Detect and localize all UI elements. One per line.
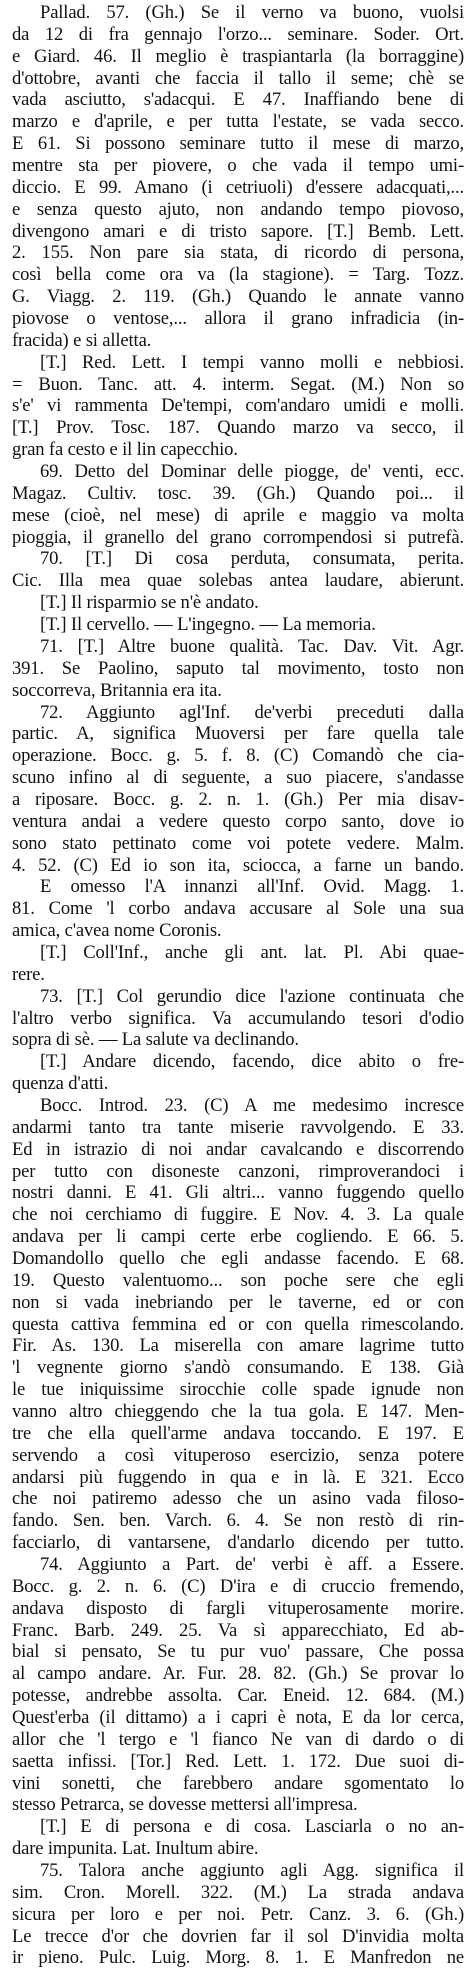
text-line: 2. 155. Non pare sia stata, di ricordo di persona,	[12, 242, 464, 264]
text-line: nostri danni. E 41. Gli altri... vanno fuggendo quello	[12, 1182, 464, 1204]
text-line: servendo a così vituperoso esercizio, senza potere	[12, 1444, 464, 1466]
text-line: per tutto con disoneste canzoni, rimproverandoci i	[12, 1160, 464, 1182]
text-line: 391. Se Paolino, saputo tal movimento, tosto non	[12, 657, 464, 679]
text-line: ir pieno. Pulc. Luig. Morg. 8. 1. E Manfredon ne	[12, 1947, 464, 1969]
text-line: Bocc. Introd. 23. (C) A me medesimo incresce	[40, 1094, 464, 1116]
text-line: potesse, andrebbe assolta. Car. Eneid. 12. 684. (M.)	[12, 1685, 464, 1707]
text-line: d'ottobre, avanti che faccia il tallo il seme; chè se	[12, 67, 464, 89]
text-line: Bocc. g. 2. n. 6. (C) D'ira e di cruccio fremendo,	[12, 1575, 464, 1597]
text-line: Franc. Barb. 249. 25. Va sì apparecchiato, Ed ab-	[12, 1619, 464, 1641]
text-line: fracida) e si alletta.	[12, 329, 152, 351]
text-line: andava disposto di fargli vituperosamente morire.	[12, 1597, 464, 1619]
text-line: gran fa cesto e il lin capecchio.	[12, 439, 238, 461]
text-line: 75. Talora anche aggiunto agli Agg. significa il	[40, 1860, 464, 1882]
text-line: le tue iniquissime sirocchie colle spade ignude non	[12, 1379, 464, 1401]
text-line: fando. Sen. ben. Varch. 6. 4. Se non restò di rin-	[12, 1510, 464, 1532]
text-line: Le trecce d'or che dovrien far il sol D'invidia molta	[12, 1925, 464, 1947]
text-line: 4. 52. (C) Ed io son ita, sciocca, a farne un bando.	[12, 854, 464, 876]
text-line: così bella come ora va (la stagione). = Targ. Tozz.	[12, 264, 464, 286]
text-line: saetta infissi. [Tor.] Red. Lett. 1. 172. Due suoi di-	[12, 1750, 464, 1772]
text-line: [T.] Red. Lett. I tempi vanno molli e nebbiosi.	[40, 351, 464, 373]
text-line: a riposare. Bocc. g. 2. n. 1. (Gh.) Per mia disav-	[12, 788, 464, 810]
text-line: scuno infino al di seguente, a suo piacere, s'andasse	[12, 767, 464, 789]
text-line: Quest'erba (il dittamo) a i capri è nota, E da lor cerca,	[12, 1707, 464, 1729]
text-line: Ed in istrazio di noi andar cavalcando e discorrendo	[12, 1138, 464, 1160]
text-line: dare impunita. Lat. Inultum abire.	[12, 1838, 259, 1860]
text-line: l'altro verbo significa. Va accumulando tesori d'odio	[12, 1007, 464, 1029]
text-line: Cic. Illa mea quae solebas antea laudare, abierunt.	[12, 570, 464, 592]
text-line: sicura per loro e per noi. Petr. Canz. 3. 6. (Gh.)	[12, 1903, 464, 1925]
text-line: s'e' vi rammenta De'tempi, com'andaro umidi e molli.	[12, 395, 464, 417]
text-line: 74. Aggiunto a Part. de' verbi è aff. a Essere.	[40, 1554, 464, 1576]
text-line: E omesso l'A innanzi all'Inf. Ovid. Magg. 1.	[40, 876, 464, 898]
text-line: Domandollo quello che egli andasse facendo. E 68.	[12, 1247, 464, 1269]
text-line: al campo andare. Ar. Fur. 28. 82. (Gh.) Se provar lo	[12, 1663, 464, 1685]
text-line: andava per li campi certe erbe cogliendo. E 66. 5.	[12, 1226, 464, 1248]
text-line: divengono amari e di tristo sapore. [T.] Bemb. Lett.	[12, 220, 464, 242]
text-line: 73. [T.] Col gerundio dice l'azione continuata che	[40, 985, 464, 1007]
text-line: soccorreva, Britannia era ita.	[12, 679, 222, 701]
text-line: Magaz. Cultiv. tosc. 39. (Gh.) Quando poi... il	[12, 482, 464, 504]
text-line: vanno altro chieggendo che la tua gola. E 147. Men-	[12, 1401, 464, 1422]
text-line: 'l vegnente giorno s'andò consumando. E 138. Già	[12, 1357, 464, 1379]
text-line: marzo e d'aprile, e per tutta l'estate, se vada secco.	[12, 111, 464, 133]
text-line: [T.] E di persona e di cosa. Lasciarla o no an-	[40, 1816, 464, 1838]
text-line: G. Viagg. 2. 119. (Gh.) Quando le annate vanno	[12, 286, 464, 308]
text-line: da 12 di fra gennajo l'orzo... seminare. Soder. Ort.	[12, 23, 464, 45]
text-line: e senza questo ajuto, non andando tempo piovoso,	[12, 198, 464, 220]
text-line: 19. Questo valentuomo... son poche sere che egli	[12, 1269, 464, 1291]
text-line: andarmi tanto tra tante miserie ravvolgendo. E 33.	[12, 1116, 464, 1138]
text-line: vada asciutto, s'adacqui. E 47. Inaffiando bene di	[12, 89, 464, 111]
text-line: questa cattiva femmina ed or con quella rimescolando.	[12, 1313, 464, 1335]
text-line: 70. [T.] Di cosa perduta, consumata, perita.	[40, 548, 464, 570]
text-line: tre che ella quell'arme andava toccando. E 197. E	[12, 1422, 464, 1444]
text-line: 69. Detto del Dominar delle piogge, de' venti, ecc.	[40, 461, 464, 483]
text-line: e Giard. 46. Il meglio è traspiantarla (la borraggine)	[12, 45, 464, 67]
text-line: vini sonetti, che farebbero andare sgomentato lo	[12, 1772, 464, 1794]
text-line: 81. Come 'l corbo andava accusare al Sole una sua	[12, 898, 464, 920]
text-line: [T.] Andare dicendo, facendo, dice abito o fre-	[40, 1051, 464, 1073]
text-line: stesso Petrarca, se dovesse mettersi all'impresa.	[12, 1794, 358, 1816]
text-line: mentre sta per piovere, o che vada il tempo umi-	[12, 155, 464, 177]
text-line: [T.] Prov. Tosc. 187. Quando marzo va secco, il	[12, 417, 464, 439]
text-line: 72. Aggiunto agl'Inf. de'verbi preceduti dalla	[40, 701, 464, 723]
text-line: operazione. Bocc. g. 5. f. 8. (C) Comandò che cia-	[12, 745, 464, 767]
text-line: partic. A, significa Muoversi per fare quella tale	[12, 723, 464, 745]
text-line: bial si pensato, Se tu pur vuo' passare, Che possa	[12, 1641, 464, 1663]
text-line: diccio. E 99. Amano (i cetriuoli) d'essere adacquati,...	[12, 176, 464, 198]
text-line: non si vada inebriando per le taverne, ed or con	[12, 1291, 464, 1313]
text-line: andarsi più fuggendo in qua e in là. E 321. Ecco	[12, 1466, 464, 1488]
text-line: [T.] Il risparmio se n'è andato.	[40, 592, 259, 614]
text-line: che noi cerchiamo di fuggire. E Nov. 4. 3. La quale	[12, 1204, 464, 1226]
text-line: facciarlo, di vantarsene, d'andarlo dicendo per tutto.	[12, 1532, 464, 1554]
text-line: allor che 'l tergo e 'l fianco Ne van di dardo o di	[12, 1728, 464, 1750]
text-line: pioggia, il granello del grano corrompendosi si putrefà.	[12, 526, 464, 548]
text-line: amica, c'avea nome Coronis.	[12, 920, 222, 942]
text-line: [T.] Il cervello. — L'ingegno. — La memoria.	[40, 614, 376, 636]
text-line: mese (cioè, nel mese) di aprile e maggio va molta	[12, 504, 464, 526]
text-line: E 61. Si possono seminare tutto il mese di marzo,	[12, 133, 464, 155]
text-line: sim. Cron. Morell. 322. (M.) La strada andava	[12, 1881, 464, 1903]
text-line: che noi patiremo adesso che un asino vada filoso-	[12, 1488, 464, 1510]
text-line: rere.	[12, 963, 45, 985]
text-line: quenza d'atti.	[12, 1073, 109, 1095]
text-line: 71. [T.] Altre buone qualità. Tac. Dav. Vit. Agr.	[40, 635, 464, 657]
text-line: sopra di sè. — La salute va declinando.	[12, 1029, 299, 1051]
text-line: piovose o ventose,... allora il grano infradicia (in-	[12, 308, 464, 330]
text-line: sono stato pettinato come voi potete vedere. Malm.	[12, 832, 464, 854]
text-line: [T.] Coll'Inf., anche gli ant. lat. Pl. Abi quae-	[40, 941, 464, 963]
text-line: ventura andai a vedere questo corpo santo, dove io	[12, 810, 464, 832]
text-line: Fir. As. 130. La miserella con amare lagrime tutto	[12, 1335, 464, 1357]
text-line: Pallad. 57. (Gh.) Se il verno va buono, vuolsi	[40, 2, 464, 23]
text-line: = Buon. Tanc. att. 4. interm. Segat. (M.) Non so	[12, 373, 464, 395]
